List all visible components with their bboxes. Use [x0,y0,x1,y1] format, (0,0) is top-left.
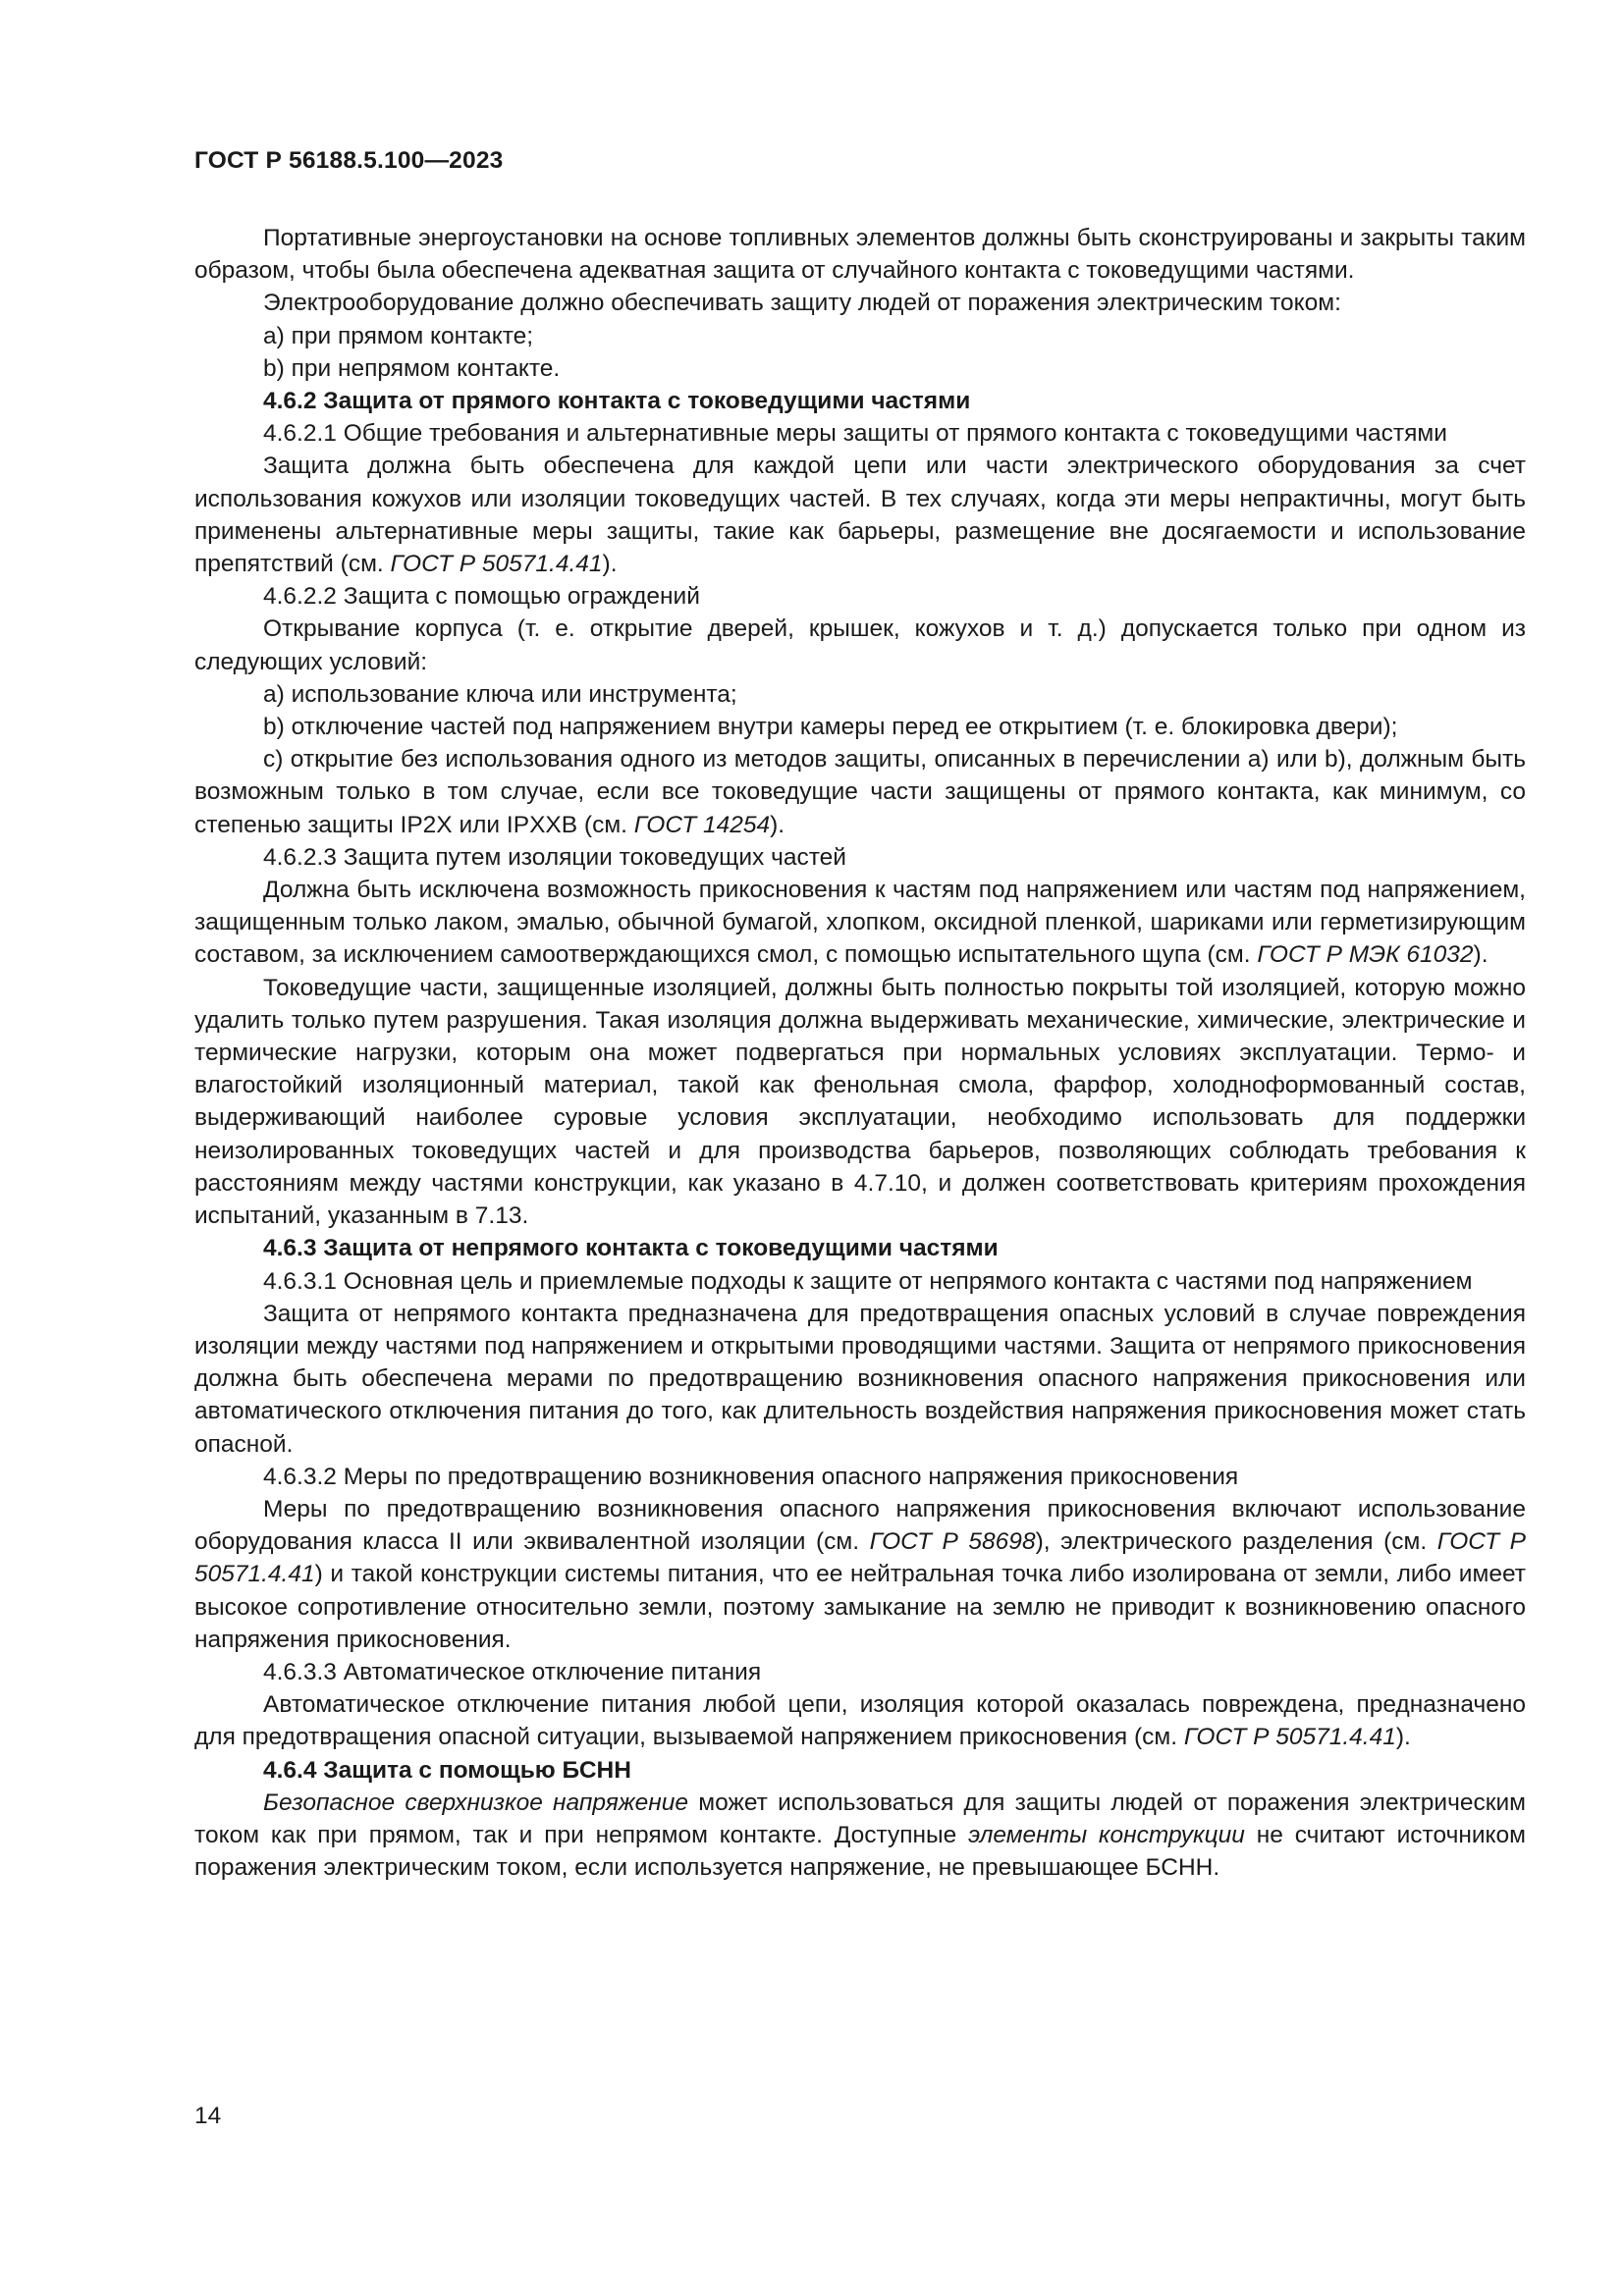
term-italic: Безопасное сверхнизкое напряжение [263,1789,689,1816]
list-item: a) использование ключа или инструмента; [263,680,737,708]
subsection-heading: 4.6.3.1 Основная цель и приемлемые подходы к защите от непрямого контакта с частями под напряжением [263,1267,1473,1295]
paragraph: Токоведущие части, защищенные изоляцией, должны быть полностью покрыты той изоляцией, которую можно удалить только путем разрушения. Такая изоляция должна выдерживать механические, химические, электрические и термические нагрузки, которым она может подвергаться при нормальных условиях эксплуатации. Термо- и влагостойкий изоляционный материал, такой как фенольная смола, фарфор, холодноформованный состав, выдерживающий наиболее суровые условия эксплуатации, необходимо использовать для поддержки неизолированных токоведущих частей и для производства барьеров, позволяющих соблюдать требования к расстояниям между частями конструкции, как указано в 4.7.10, и должен соответствовать критериям прохождения испытаний, указанным в 7.13. [194,974,1526,1230]
standard-reference: ГОСТ Р 50571.4.41 [1183,1724,1396,1751]
paragraph: Электрооборудование должно обеспечивать защиту людей от поражения электрическим током: [263,290,1341,317]
subsection-heading: 4.6.2.1 Общие требования и альтернативные меры защиты от прямого контакта с токоведущими частями [263,420,1447,448]
section-heading: 4.6.2 Защита от прямого контакта с токоведущими частями [263,388,971,415]
list-item: b) отключение частей под напряжением внутри камеры перед ее открытием (т. е. блокировка двери); [263,714,1398,741]
subsection-heading: 4.6.3.2 Меры по предотвращению возникновения опасного напряжения прикосновения [263,1463,1239,1490]
standard-reference: ГОСТ Р МЭК 61032 [1257,941,1474,969]
list-item: c) открытие без использования одного из методов защиты, описанных в перечислении a) или b), должным быть возможным только в том случае, если все токоведущие части защищены от прямого контакта, как минимум, со степенью защиты IP2X или IPXXB (см. ГОСТ 14254). [194,746,1526,838]
paragraph: Портативные энергоустановки на основе топливных элементов должны быть сконструированы и закрыты таким образом, чтобы была обеспечена адекватная защита от случайного контакта с токоведущими частями. [194,225,1526,285]
section-heading: 4.6.3 Защита от непрямого контакта с токоведущими частями [263,1235,999,1262]
paragraph: Меры по предотвращению возникновения опасного напряжения прикосновения включают использование оборудования класса II или эквивалентной изоляции (см. ГОСТ Р 58698), электрического разделения (см. ГОСТ Р 50571.4.41) и такой конструкции системы питания, что ее нейтральная точка либо изолирована от земли, либо имеет высокое сопротивление относительно земли, поэтому замыкание на землю не приводит к возникновению опасного напряжения прикосновения. [194,1495,1526,1653]
list-item: a) при прямом контакте; [263,322,534,349]
standard-reference: ГОСТ 14254 [633,811,771,838]
document-header: ГОСТ Р 56188.5.100—2023 [194,147,504,174]
term-italic: элементы конструкции [968,1821,1245,1848]
paragraph: Должна быть исключена возможность прикосновения к частям под напряжением или частям под напряжением, защищенным только лаком, эмалью, обычной бумагой, хлопком, оксидной пленкой, шариками или герметизирующим составом, за исключением самоотверждающихся смол, с помощью испытательного щупа (см. ГОСТ Р МЭК 61032). [194,877,1526,969]
paragraph: Автоматическое отключение питания любой цепи, изоляция которой оказалась повреждена, предназначено для предотвращения опасной ситуации, вызываемой напряжением прикосновения (см. ГОСТ Р 50571.4.41). [194,1691,1526,1751]
paragraph: Защита от непрямого контакта предназначена для предотвращения опасных условий в случае повреждения изоляции между частями под напряжением и открытыми проводящими частями. Защита от непрямого прикосновения должна быть обеспечена мерами по предотвращению возникновения опасного напряжения прикосновения или автоматического отключения питания до того, как длительность воздействия напряжения прикосновения может стать опасной. [194,1300,1526,1458]
list-item: b) при непрямом контакте. [263,354,561,382]
standard-reference: ГОСТ Р 58698 [869,1528,1036,1556]
subsection-heading: 4.6.3.3 Автоматическое отключение питания [263,1658,762,1685]
subsection-heading: 4.6.2.3 Защита путем изоляции токоведущих частей [263,843,846,871]
paragraph: Открывание корпуса (т. е. открытие дверей, крышек, кожухов и т. д.) допускается только при одном из следующих условий: [194,615,1526,675]
paragraph: Безопасное сверхнизкое напряжение может использоваться для защиты людей от поражения электрическим током как при прямом, так и при непрямом контакте. Доступные элементы конструкции не считают источником поражения электрическим током, если используется напряжение, не превышающее БСНН. [194,1789,1527,1882]
document-body [194,222,1526,1884]
standard-reference: ГОСТ Р 50571.4.41 [390,551,603,578]
paragraph: Защита должна быть обеспечена для каждой цепи или части электрического оборудования за счет использования кожухов или изоляции токоведущих частей. В тех случаях, когда эти меры непрактичны, могут быть применены альтернативные меры защиты, такие как барьеры, размещение вне досягаемости и использование препятствий (см. ГОСТ Р 50571.4.41). [194,453,1526,578]
page-number: 14 [194,2103,222,2129]
standard-reference: ГОСТ Р 50571.4.41 [194,1528,1526,1588]
subsection-heading: 4.6.2.2 Защита с помощью ограждений [263,583,700,611]
section-heading: 4.6.4 Защита с помощью БСНН [263,1756,631,1784]
